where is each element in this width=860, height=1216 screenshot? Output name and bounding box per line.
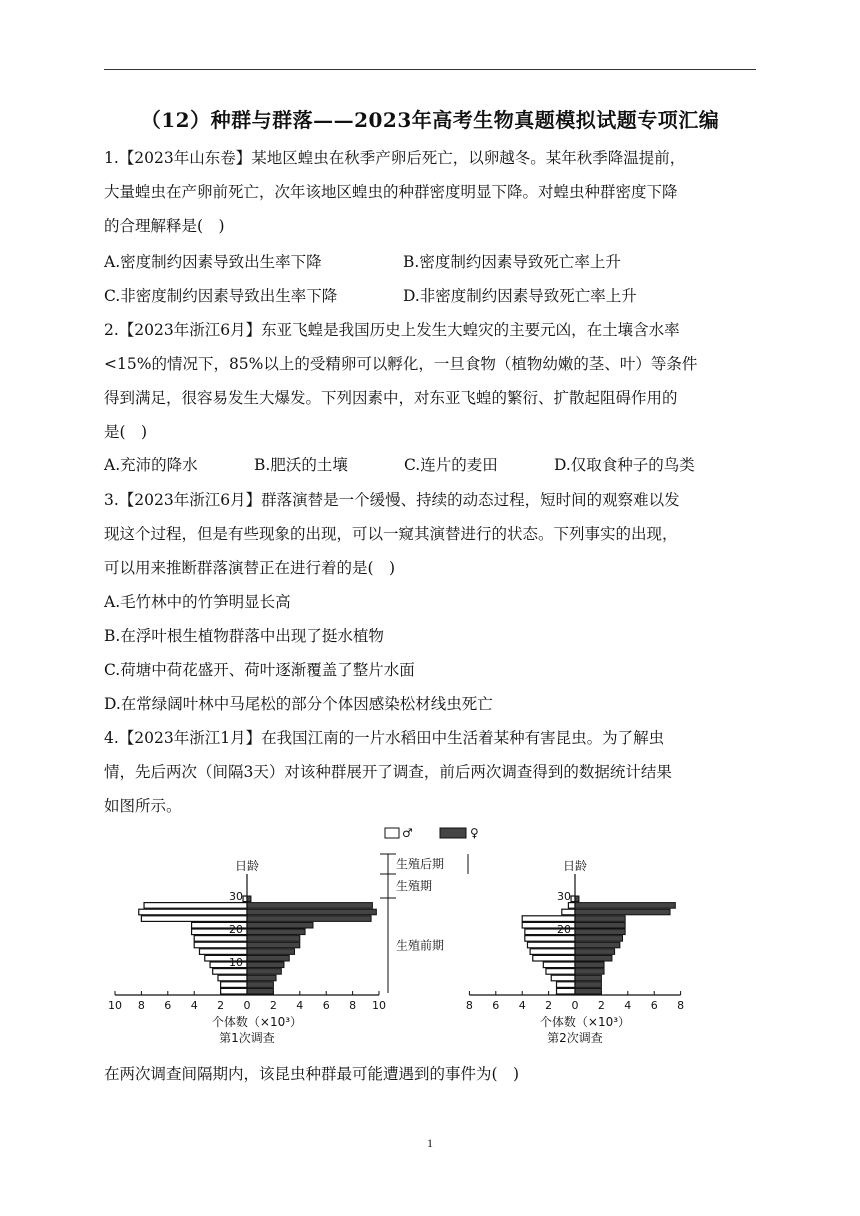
y-tick-label: 20 (557, 923, 571, 936)
male-bar (213, 969, 247, 975)
male-bar (221, 988, 247, 994)
chart-title: 第1次调查 (219, 1031, 275, 1045)
x-tick-label: 0 (571, 999, 579, 1012)
x-axis-label: 个体数（×10³） (539, 1015, 631, 1029)
female-bar (575, 962, 604, 968)
female-bar (575, 955, 612, 961)
y-tick-label: 10 (229, 956, 243, 969)
x-tick-label: 2 (545, 999, 553, 1012)
x-axis-label: 个体数（×10³） (211, 1015, 303, 1029)
y-axis-label: 日龄 (234, 859, 260, 873)
female-bar (247, 942, 300, 948)
q1-line-2: 大量蝗虫在产卵前死亡，次年该地区蝗虫的种群密度明显下降。对蝗虫种群密度下降 (104, 183, 678, 201)
male-bar (533, 955, 575, 961)
male-bar (525, 936, 575, 942)
x-tick-label: 2 (217, 999, 225, 1012)
female-bar (575, 975, 601, 981)
q1-line-1: 1.【2023年山东卷】某地区蝗虫在秋季产卵后死亡，以卵越冬。某年秋季降温提前， (104, 149, 686, 167)
x-tick-label: 8 (137, 999, 145, 1012)
male-bar (194, 936, 247, 942)
q4-line-1: 4.【2023年浙江1月】在我国江南的一片水稻田中生活着某种有害昆虫。为了解虫 (104, 729, 665, 747)
male-bar (221, 982, 247, 988)
x-tick-label: 6 (650, 999, 658, 1012)
q2-line-2: <15%的情况下，85%以上的受精卵可以孵化，一旦食物（植物幼嫩的茎、叶）等条件 (104, 355, 698, 373)
chart-title: 第2次调查 (547, 1031, 603, 1045)
male-bar (562, 909, 575, 915)
y-axis-label: 日龄 (562, 859, 588, 873)
male-bar (551, 975, 575, 981)
stage-label: 生殖期 (396, 879, 433, 893)
male-bar (522, 916, 575, 922)
q2-line-3: 得到满足，很容易发生大爆发。下列因素中，对东亚飞蝗的繁衍、扩散起阻碍作用的 (104, 389, 678, 407)
stage-label: 生殖前期 (396, 938, 445, 953)
header-rule (104, 69, 756, 70)
x-tick-label: 10 (108, 999, 122, 1012)
q2-option-b[interactable]: B.肥沃的土壤 (254, 456, 348, 474)
q1-option-b[interactable]: B.密度制约因素导致死亡率上升 (403, 253, 621, 271)
q4-line-3: 如图所示。 (104, 797, 182, 815)
q3-option-d[interactable]: D.在常绿阔叶林中马尾松的部分个体因感染松材线虫死亡 (104, 695, 493, 713)
q2-option-a[interactable]: A.充沛的降水 (104, 456, 198, 474)
female-bar (247, 909, 376, 915)
male-bar (557, 988, 575, 994)
female-bar (247, 962, 284, 968)
y-tick-label: 30 (229, 890, 243, 903)
female-bar (575, 922, 625, 928)
q2-line-4: 是( ) (104, 423, 148, 441)
female-bar (247, 975, 276, 981)
male-bar (568, 903, 575, 909)
q4-line-2: 情，先后两次（间隔3天）对该种群展开了调查，前后两次调查得到的数据统计结果 (104, 763, 672, 781)
male-bar (527, 942, 575, 948)
female-bar (247, 969, 281, 975)
female-bar (575, 949, 615, 955)
legend-male-swatch (385, 828, 399, 838)
male-bar (141, 916, 247, 922)
chart-middle-annotations (380, 826, 479, 993)
female-bar (247, 922, 313, 928)
female-bar (575, 916, 625, 922)
q3-line-3: 可以用来推断群落演替正在进行着的是( ) (104, 559, 396, 577)
q3-line-1: 3.【2023年浙江6月】群落演替是一个缓慢、持续的动态过程，短时间的观察难以发 (104, 491, 680, 509)
q2-option-d[interactable]: D.仅取食种子的鸟类 (554, 456, 695, 474)
legend-male-label: ♂ (402, 826, 413, 840)
female-bar (575, 969, 604, 975)
x-tick-label: 4 (190, 999, 198, 1012)
x-tick-label: 8 (465, 999, 473, 1012)
x-tick-label: 2 (269, 999, 277, 1012)
female-bar (247, 929, 305, 935)
stage-label: 生殖后期 (396, 857, 445, 871)
female-bar (575, 942, 620, 948)
document-title: （12）种群与群落——2023年高考生物真题模拟试题专项汇编 (140, 108, 720, 132)
x-tick-label: 6 (492, 999, 500, 1012)
q1-line-3: 的合理解释是( ) (104, 217, 225, 235)
q1-option-c[interactable]: C.非密度制约因素导致出生率下降 (104, 287, 338, 305)
female-bar (247, 988, 273, 994)
female-bar (575, 929, 625, 935)
female-bar (247, 949, 295, 955)
q2-line-1: 2.【2023年浙江6月】东亚飞蝗是我国历史上发生大蝗灾的主要元凶，在土壤含水率 (104, 321, 680, 339)
female-bar (575, 982, 601, 988)
male-bar (194, 942, 247, 948)
x-tick-label: 2 (597, 999, 605, 1012)
y-tick-label: 30 (557, 890, 571, 903)
q3-option-c[interactable]: C.荷塘中荷花盛开、荷叶逐渐覆盖了整片水面 (104, 661, 415, 679)
x-tick-label: 4 (518, 999, 526, 1012)
page-number: 1 (427, 1136, 433, 1150)
male-bar (530, 949, 575, 955)
male-bar (218, 975, 247, 981)
age-pyramid-figure (100, 818, 720, 1058)
female-bar (247, 982, 273, 988)
q4-after-figure: 在两次调查间隔期内，该昆虫种群最可能遭遇到的事件为( ) (104, 1065, 520, 1083)
y-tick-label: 20 (229, 923, 243, 936)
q1-option-a[interactable]: A.密度制约因素导致出生率下降 (104, 253, 322, 271)
q3-line-2: 现这个过程，但是有些现象的出现，可以一窥其演替进行的状态。下列事实的出现， (104, 525, 678, 543)
x-tick-label: 4 (624, 999, 632, 1012)
legend-female-swatch (440, 828, 466, 838)
x-tick-label: 6 (322, 999, 330, 1012)
female-bar (247, 955, 289, 961)
female-bar (575, 936, 623, 942)
x-tick-label: 6 (164, 999, 172, 1012)
female-bar (247, 936, 300, 942)
x-tick-label: 4 (296, 999, 304, 1012)
chart-2 (466, 858, 684, 1045)
q2-option-c[interactable]: C.连片的麦田 (404, 456, 498, 474)
x-tick-label: 8 (677, 999, 685, 1012)
q1-option-d[interactable]: D.非密度制约因素导致死亡率上升 (403, 287, 637, 305)
q3-option-a[interactable]: A.毛竹林中的竹笋明显长高 (104, 593, 291, 611)
x-tick-label: 10 (372, 999, 386, 1012)
female-bar (247, 903, 372, 909)
legend-female-label: ♀ (470, 826, 479, 840)
chart-1 (108, 858, 386, 1045)
male-bar (557, 982, 575, 988)
female-bar (575, 903, 675, 909)
x-tick-label: 0 (243, 999, 251, 1012)
q3-option-b[interactable]: B.在浮叶根生植物群落中出现了挺水植物 (104, 627, 384, 645)
female-bar (247, 916, 371, 922)
x-tick-label: 8 (349, 999, 357, 1012)
female-bar (575, 988, 601, 994)
male-bar (543, 962, 575, 968)
female-bar (575, 909, 670, 915)
male-bar (139, 909, 247, 915)
male-bar (144, 903, 247, 909)
male-bar (199, 949, 247, 955)
male-bar (546, 969, 575, 975)
